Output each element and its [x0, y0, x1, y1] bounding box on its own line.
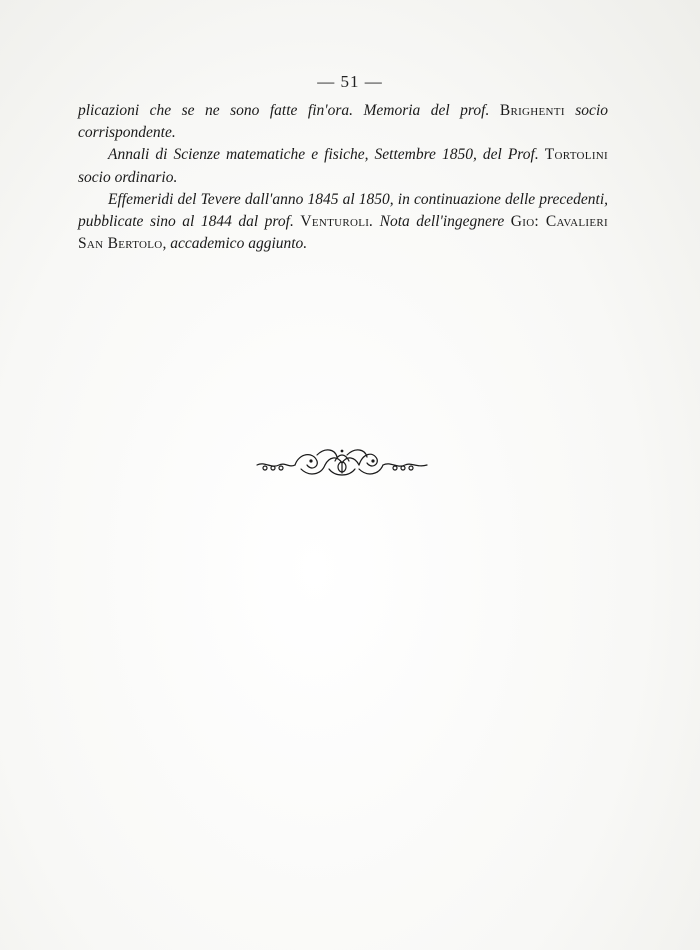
entry-text: socio corrispondente. [78, 102, 608, 142]
author-name: Tortolini [544, 146, 608, 164]
page-number: — 51 — [317, 72, 383, 91]
author-name: Venturoli [300, 213, 370, 231]
author-name: Brighenti [499, 102, 565, 119]
entry-text: Annali di Scienze matematiche e fisiche, Settembre 1850, del Prof. [108, 146, 545, 164]
entry-text: Effemeridi del Tevere dall'anno 1845 al 1850, in continuazione delle precedenti, pubblicate sino al 1844 dal prof. [78, 190, 608, 231]
entry-text: , accademico aggiunto. [162, 235, 308, 253]
entry-effemeridi [78, 189, 608, 256]
entry-text: plicazioni che se ne sono fatte fin'ora. Memoria del prof. [78, 102, 500, 119]
entry-brighenti [78, 100, 608, 144]
entry-annali [78, 144, 608, 188]
floral-ornament-icon [255, 443, 430, 483]
author-name: Gio: Cavalieri San Bertolo [78, 213, 608, 253]
entry-text: socio ordinario. [78, 168, 178, 186]
entry-text: . Nota dell'ingegnere [369, 213, 511, 231]
text-block [78, 100, 608, 255]
